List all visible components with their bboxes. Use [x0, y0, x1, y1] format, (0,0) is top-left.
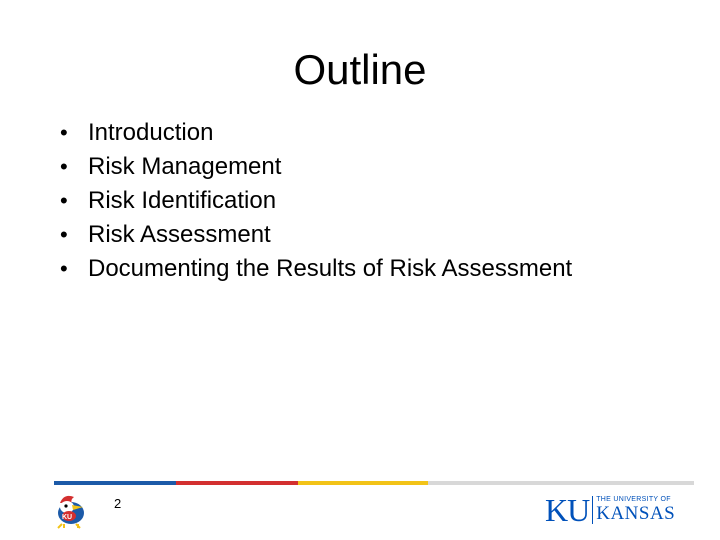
bullet-text: Risk Identification: [88, 187, 277, 214]
ku-logo-divider: [592, 496, 593, 524]
bullet-list: [60, 116, 572, 286]
bullet-icon: •: [60, 188, 68, 213]
ku-logo-mark: KU: [545, 492, 590, 528]
slide-title: Outline: [293, 46, 427, 93]
stripe-red: [176, 481, 298, 485]
bullet-icon: •: [60, 222, 68, 247]
bullet-text: Risk Management: [88, 153, 282, 180]
bullet-item: [60, 252, 572, 286]
bullet-item: [60, 150, 572, 184]
bullet-text: Introduction: [88, 119, 214, 146]
ku-logo: [545, 494, 675, 526]
stripe-grey: [428, 481, 694, 485]
svg-text:KU: KU: [62, 514, 73, 521]
bullet-item: [60, 218, 572, 252]
bullet-icon: •: [60, 120, 68, 145]
footer-color-stripe: [54, 481, 694, 485]
stripe-blue: [54, 481, 176, 485]
stripe-yellow: [298, 481, 428, 485]
bullet-item: [60, 116, 572, 150]
bullet-icon: •: [60, 154, 68, 179]
page-number: 2: [114, 496, 122, 511]
bullet-text: Documenting the Results of Risk Assessment: [88, 255, 573, 282]
bullet-item: [60, 184, 572, 218]
ku-logo-small-text: THE UNIVERSITY OF: [596, 496, 671, 503]
ku-logo-big-text: KANSAS: [596, 503, 676, 524]
ku-logo-words: [596, 496, 675, 524]
jayhawk-icon: [50, 491, 92, 529]
bullet-icon: •: [60, 256, 68, 281]
bullet-text: Risk Assessment: [88, 221, 271, 248]
